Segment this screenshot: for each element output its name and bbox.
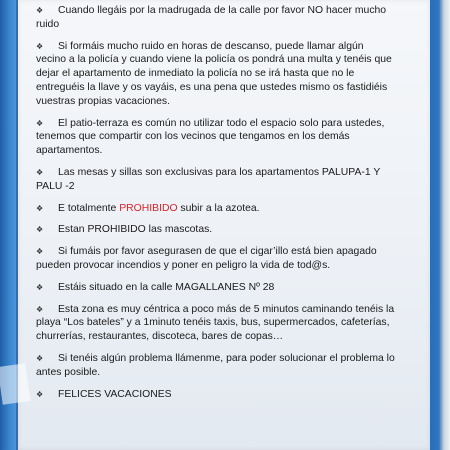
- rule-item: [36, 202, 396, 216]
- closing-greeting: FELICES VACACIONES: [58, 388, 172, 400]
- rule-item: [36, 223, 396, 237]
- rule-item: [36, 4, 396, 32]
- rule-item: [36, 117, 396, 158]
- bullet-icon: ❖: [36, 282, 44, 292]
- bullet-icon: ❖: [36, 167, 44, 177]
- rule-item: [36, 281, 396, 295]
- rule-text: Estan PROHIBIDO las mascotas.: [58, 224, 213, 236]
- rule-item: [36, 303, 396, 344]
- rule-text-after: subir a la azotea.: [177, 202, 260, 214]
- bullet-icon: ❖: [36, 304, 44, 314]
- bullet-icon: ❖: [36, 225, 44, 235]
- rule-text: Si tenéis algún problema llámenme, para poder solucionar el problema lo antes posible.: [36, 352, 395, 378]
- rule-text: Estáis situado en la calle MAGALLANES Nº 28: [58, 281, 275, 293]
- bullet-icon: ❖: [36, 118, 44, 128]
- bullet-icon: ❖: [36, 389, 44, 399]
- rule-item: [36, 388, 396, 402]
- bullet-icon: ❖: [36, 247, 44, 257]
- bullet-icon: ❖: [36, 203, 44, 213]
- rule-text: Si fumáis por favor asegurasen de que el cigar’illo está bien apagado pueden provocar incendios y poner en peligro la vida de tod@s.: [36, 246, 377, 271]
- rule-text: Cuando llegáis por la madrugada de la calle por favor NO hacer mucho ruido: [36, 5, 387, 30]
- house-rules-notice: [36, 4, 396, 409]
- rule-text: Las mesas y sillas son exclusivas para los apartamentos PALUPA-1 Y PALU -2: [36, 166, 381, 192]
- frame-right-edge: [430, 0, 450, 450]
- tape-strip: [0, 363, 31, 405]
- rule-item: [36, 40, 396, 109]
- bullet-icon: ❖: [36, 41, 44, 51]
- rule-text: Si formáis mucho ruido en horas de descanso, puede llamar algún vecino a la policía y cuando viene la policía os pondrá una multa y tenéis que dejar el apartamento de inmediato la policía no se irá hasta que no le entreguéis la llave y os vayáis, es una pena que ustedes mismo os fastidiéis vuestras propias vacaciones.: [36, 40, 392, 107]
- bullet-icon: ❖: [36, 353, 44, 363]
- rule-text-before: E totalmente: [58, 202, 120, 214]
- prohibited-highlight: PROHIBIDO: [119, 202, 178, 214]
- rule-item: [36, 245, 396, 273]
- rule-item: [36, 352, 396, 380]
- bullet-icon: ❖: [36, 6, 44, 15]
- rule-item: [36, 166, 396, 194]
- rule-text: Esta zona es muy céntrica a poco más de 5 minutos caminando tenéis la playa “Los bateles” y a 1minuto tenéis taxis, bus, supermercados, cafeterías, churrerías, restaurantes, discoteca, bares de copas…: [36, 303, 395, 343]
- rule-text: El patio-terraza es común no utilizar todo el espacio solo para ustedes, tenemos que compartir con los vecinos que tengamos en los demás apartamentos.: [36, 117, 385, 157]
